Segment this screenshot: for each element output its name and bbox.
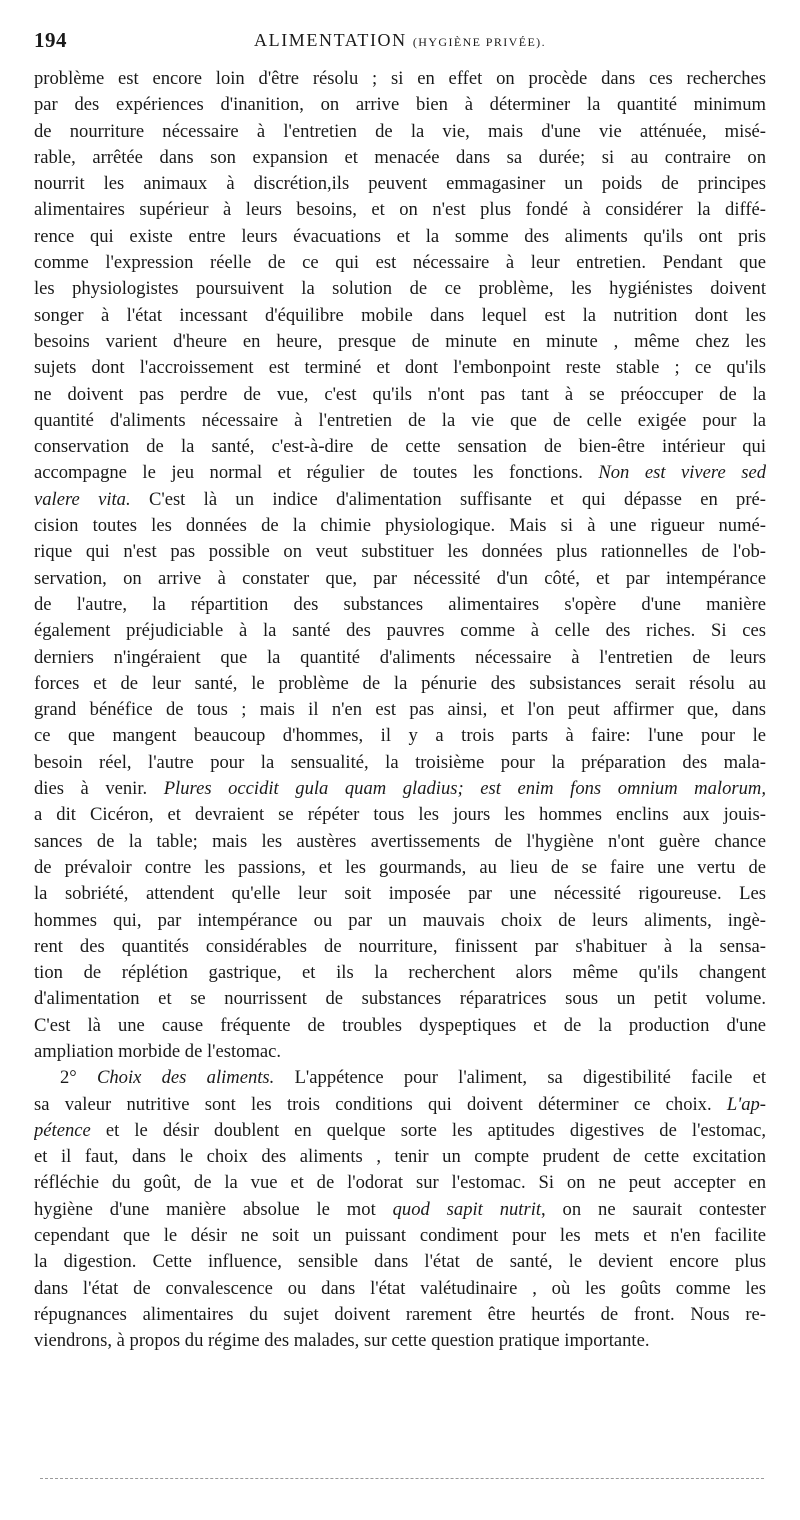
text-line [34,513,766,539]
text-run: servation, on arrive à constater que, par nécessité d'un côté, et par intempérance [34,567,766,589]
text-line [34,224,766,250]
text-run: quantité d'aliments nécessaire à l'entretien de la vie que de celle exigée pour la [34,409,766,431]
text-run: également préjudiciable à la santé des pauvres comme à celle des riches. Si ces [34,620,766,642]
footer-rule [40,1478,764,1479]
text-line [34,881,766,907]
italic-text: quod sapit nutrit [392,1198,542,1220]
text-run: ne doivent pas perdre de vue, c'est qu'ils n'ont pas tant à se préoccuper de la [34,383,766,405]
text-line [34,1013,766,1039]
text-line [34,1092,766,1118]
italic-text: valere vita. [34,488,131,510]
text-run: a dit Cicéron, et devraient se répéter tous les jours les hommes enclins aux jouis- [34,804,766,826]
text-line [34,1276,766,1302]
text-line [34,802,766,828]
text-run: besoin réel, l'autre pour la sensualité, la troisième pour la préparation des mala- [34,751,766,773]
text-line [34,382,766,408]
text-line [34,1302,766,1328]
italic-text: Choix des aliments. [96,1067,275,1089]
running-title-sub: (HYGIÈNE PRIVÉE). [412,35,546,49]
page-number: 194 [34,28,67,52]
text-run: les physiologistes poursuivent la solution de ce problème, les hygiénistes doivent [34,278,766,300]
text-line [34,355,766,381]
text-line [34,1197,766,1223]
text-run: cependant que le désir ne soit un puissant condiment pour les mets et n'en facilite [34,1225,766,1247]
text-line [34,1223,766,1249]
running-title-main: ALIMENTATION [254,30,407,50]
text-line [34,1065,766,1091]
text-run: forces et de leur santé, le problème de la pénurie des subsistances serait résolu au [34,672,766,694]
text-line [34,645,766,671]
text-line [34,303,766,329]
text-run: dies à venir. [34,778,164,800]
italic-text: Non est vivere sed [598,462,766,484]
text-line [34,434,766,460]
running-title [34,30,766,51]
text-line [34,1118,766,1144]
text-line [34,408,766,434]
text-run: C'est là un indice d'alimentation suffisante et qui dépasse en pré- [130,488,766,510]
text-line [34,671,766,697]
text-run: sances de la table; mais les austères avertissements de l'hygiène n'ont guère chance [34,830,766,852]
text-run: alimentaires supérieur à leurs besoins, et on n'est plus fondé à considérer la diffé- [34,199,766,221]
paragraph-continuation [34,66,766,1065]
text-run: besoins varient d'heure en heure, presque de minute en minute , même chez les [34,330,766,352]
text-line [34,145,766,171]
text-run: sa valeur nutritive sont les trois conditions qui doivent déterminer ce choix. [34,1093,727,1115]
italic-text: pétence [34,1119,91,1141]
text-run: rique qui n'est pas possible on veut substituer les données plus rationnelles de l'ob- [34,541,766,563]
text-run: nourrit les animaux à discrétion,ils peuvent emmagasiner un poids de principes [34,173,766,195]
text-line [34,1328,766,1354]
text-run: , on ne saurait contester [541,1198,766,1220]
body-text [34,66,766,1355]
text-line [34,1039,766,1065]
text-line [34,1144,766,1170]
text-run: L'appétence pour l'aliment, sa digestibilité facile et [274,1067,766,1089]
text-run: accompagne le jeu normal et régulier de toutes les fonctions. [34,462,599,484]
text-line [34,723,766,749]
text-run: hygiène d'une manière absolue le mot [34,1198,393,1220]
text-line [34,750,766,776]
text-line [34,618,766,644]
text-run: hommes qui, par intempérance ou par un mauvais choix de leurs aliments, ingè- [34,909,766,931]
text-run: dans l'état de convalescence ou dans l'état valétudinaire , où les goûts comme les [34,1277,766,1299]
text-run: grand bénéfice de tous ; mais il n'en est pas ainsi, et l'on peut affirmer que, dans [34,699,766,721]
text-line [34,197,766,223]
text-run: derniers n'ingéraient que la quantité d'aliments nécessaire à l'entretien de leurs [34,646,766,668]
paragraph-choix-des-aliments [34,1065,766,1354]
italic-text: Plures occidit gula quam gladius; est enim fons omnium malorum, [163,778,766,800]
text-line [34,592,766,618]
text-run: de l'autre, la répartition des substances alimentaires s'opère d'une manière [34,593,766,615]
text-run: par des expériences d'inanition, on arrive bien à déterminer la quantité minimum [34,94,766,116]
text-line [34,855,766,881]
text-run: réfléchie du goût, de la vue et de l'odorat sur l'estomac. Si on ne peut accepter en [34,1172,766,1194]
text-run: de prévaloir contre les passions, et les gourmands, au lieu de se faire une vertu de [34,856,766,878]
text-line [34,1170,766,1196]
text-run: ce que mangent beaucoup d'hommes, il y a trois parts à faire: l'une pour le [34,725,766,747]
text-run: sujets dont l'accroissement est terminé et dont l'embonpoint reste stable ; ce qu'ils [34,357,766,379]
text-line [34,697,766,723]
text-run: d'alimentation et se nourrissent de substances réparatrices sous un petit volume. [34,988,766,1010]
text-run: 2° [60,1067,97,1089]
text-line [34,460,766,486]
text-run: rence qui existe entre leurs évacuations et la somme des aliments qu'ils ont pris [34,225,766,247]
text-line [34,908,766,934]
text-run: viendrons, à propos du régime des malades, sur cette question pratique importante. [34,1330,650,1352]
text-run: répugnances alimentaires du sujet doivent rarement être heurtés de front. Nous re- [34,1303,766,1325]
text-line [34,1249,766,1275]
text-run: C'est là une cause fréquente de troubles dyspeptiques et de la production d'une [34,1014,766,1036]
text-line [34,487,766,513]
text-line [34,250,766,276]
text-line [34,776,766,802]
text-run: songer à l'état incessant d'équilibre mobile dans lequel est la nutrition dont les [34,304,766,326]
text-run: et il faut, dans le choix des aliments , tenir un compte prudent de cette excitation [34,1146,766,1168]
text-line [34,539,766,565]
text-run: comme l'expression réelle de ce qui est nécessaire à leur entretien. Pendant que [34,252,766,274]
text-line [34,960,766,986]
text-run: ampliation morbide de l'estomac. [34,1040,282,1062]
text-line [34,986,766,1012]
text-run: problème est encore loin d'être résolu ; si en effet on procède dans ces recherches [34,68,766,89]
text-line [34,171,766,197]
text-line [34,329,766,355]
running-header [34,28,766,54]
text-line [34,276,766,302]
text-run: et le désir doublent en quelque sorte les aptitudes digestives de l'estomac, [90,1119,766,1141]
text-line [34,92,766,118]
text-run: la digestion. Cette influence, sensible dans l'état de santé, le devient encore plus [34,1251,766,1273]
text-line [34,829,766,855]
text-run: rent des quantités considérables de nourriture, finissent par s'habituer à la sensa- [34,935,766,957]
text-line [34,566,766,592]
text-line [34,934,766,960]
text-run: rable, arrêtée dans son expansion et menacée dans sa durée; si au contraire on [34,146,766,168]
text-run: cision toutes les données de la chimie physiologique. Mais si à une rigueur numé- [34,515,766,537]
text-run: conservation de la santé, c'est-à-dire de cette sensation de bien-être intérieur qui [34,436,766,458]
text-line [34,119,766,145]
italic-text: L'ap- [726,1093,766,1115]
text-run: tion de réplétion gastrique, et ils la recherchent alors même qu'ils changent [34,962,766,984]
text-run: la sobriété, attendent qu'elle leur soit imposée par une nécessité rigoureuse. Les [34,883,766,905]
text-line [34,66,766,92]
text-run: de nourriture nécessaire à l'entretien de la vie, mais d'une vie atténuée, misé- [34,120,766,142]
